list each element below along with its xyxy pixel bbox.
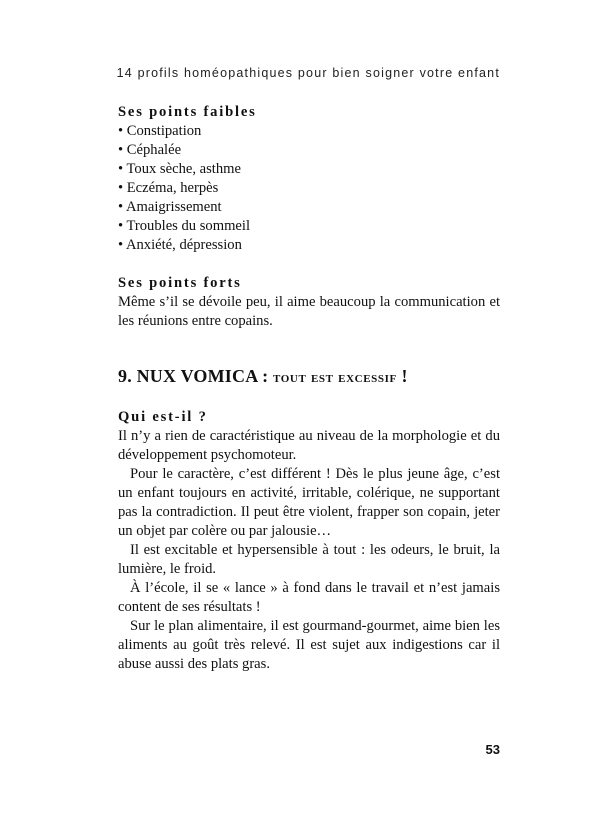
list-item: • Amaigrissement [118, 198, 500, 217]
strong-points-heading: Ses points forts [118, 275, 242, 291]
paragraph: À l’école, il se « lance » à fond dans le travail et n’est jamais content de ses résultats ! [118, 580, 500, 615]
list-item: • Anxiété, dépression [118, 236, 500, 255]
paragraph: Sur le plan alimentaire, il est gourmand-gourmet, aime bien les aliments au goût très relevé. Il est sujet aux indigestions car il abuse aussi des plats gras. [118, 618, 500, 672]
list-item: • Troubles du sommeil [118, 217, 500, 236]
paragraph: Il n’y a rien de caractéristique au niveau de la morphologie et du développement psychomoteur. [118, 428, 500, 463]
chapter-subtitle: tout est excessif [273, 369, 397, 386]
list-item: • Toux sèche, asthme [118, 160, 500, 179]
chapter-exclamation: ! [396, 366, 408, 386]
page-body [118, 103, 500, 674]
strong-points-text: Même s’il se dévoile peu, il aime beaucoup la communication et les réunions entre copains. [118, 294, 500, 329]
paragraph: Il est excitable et hypersensible à tout : les odeurs, le bruit, la lumière, le froid. [118, 542, 500, 577]
chapter-title [118, 365, 500, 389]
weak-points-heading: Ses points faibles [118, 104, 257, 120]
list-item: • Eczéma, herpès [118, 179, 500, 198]
list-item: • Céphalée [118, 141, 500, 160]
running-header: 14 profils homéopathiques pour bien soigner votre enfant [116, 66, 500, 80]
chapter-number-title: 9. NUX VOMICA : [118, 366, 269, 386]
weak-points-list [118, 122, 500, 255]
paragraph: Pour le caractère, c’est différent ! Dès le plus jeune âge, c’est un enfant toujours en activité, irritable, colérique, ne supportant pas la contradiction. Il peut être violent, frapper son copain, jeter un objet par colère ou par jalousie… [118, 466, 500, 539]
list-item: • Constipation [118, 122, 500, 141]
page-number: 53 [485, 742, 500, 757]
who-heading: Qui est-il ? [118, 409, 208, 425]
